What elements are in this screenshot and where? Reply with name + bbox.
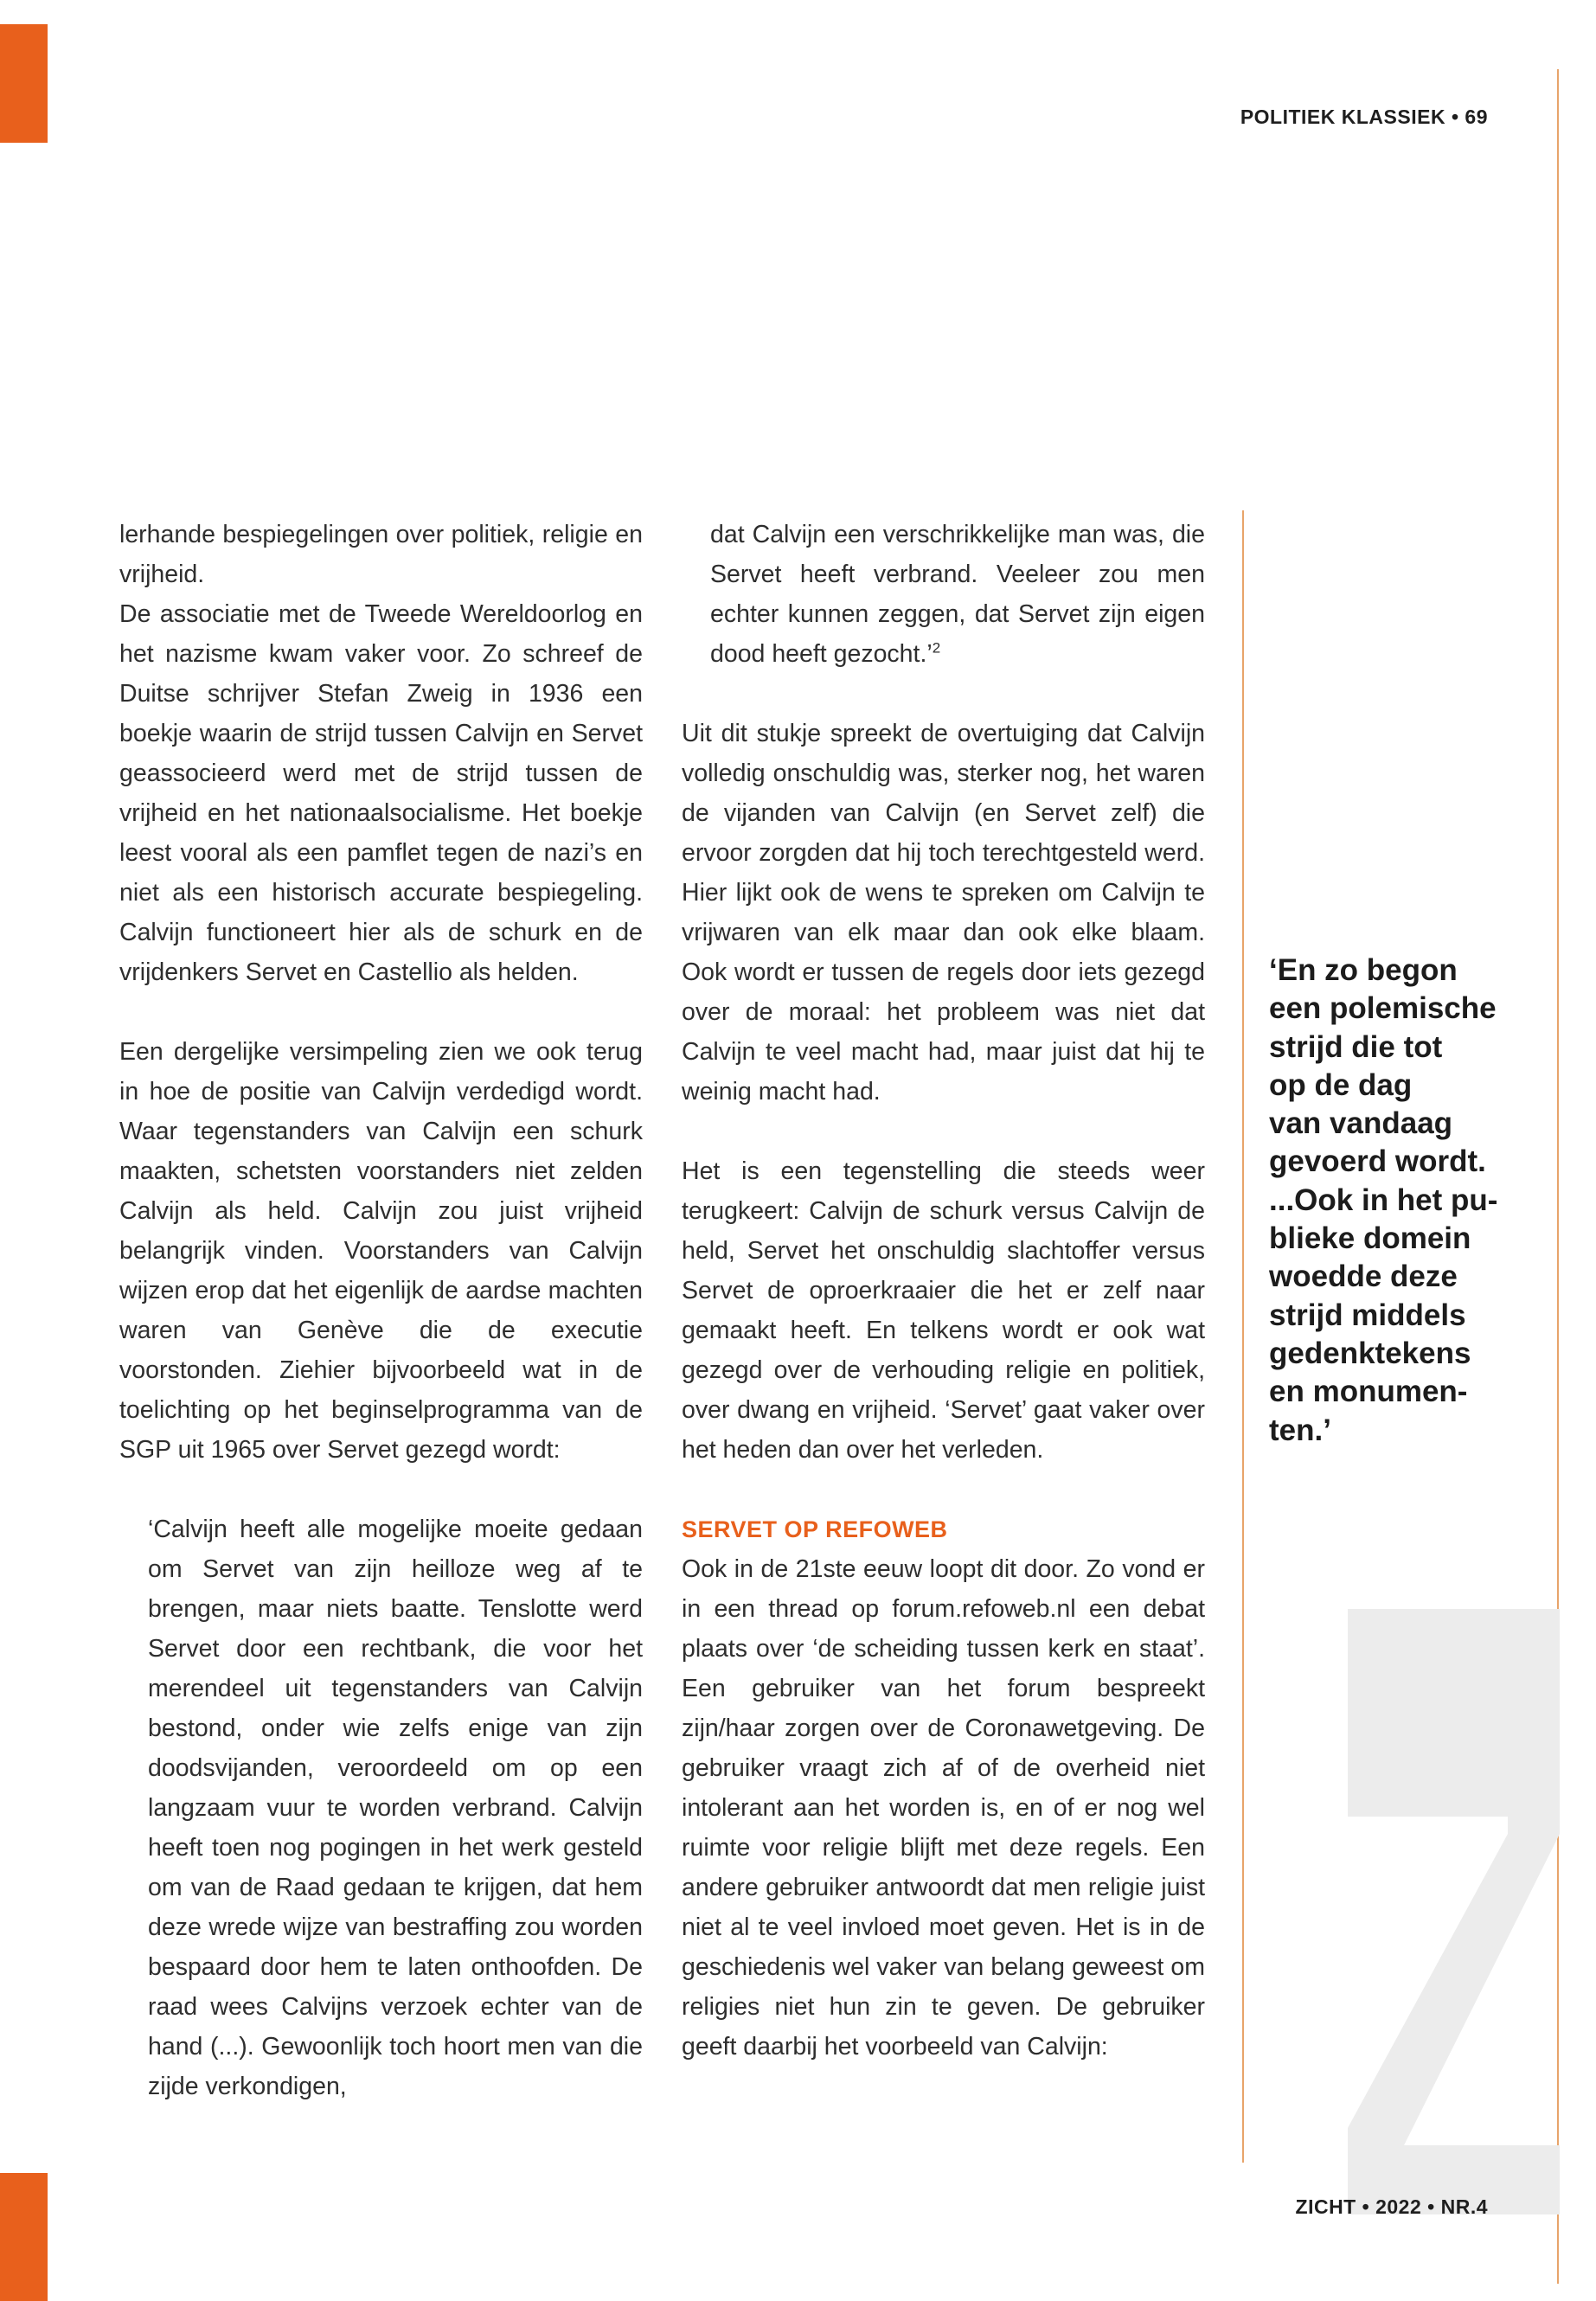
- pull-quote-line: gedenktekens: [1269, 1336, 1471, 1370]
- section-subheading: SERVET OP REFOWEB: [682, 1516, 948, 1542]
- z-watermark-icon: [1348, 1609, 1560, 2214]
- column-left: [119, 515, 643, 2106]
- page-number: 69: [1465, 106, 1488, 128]
- block-quote: ‘Calvijn heeft alle mogelijke moeite gedaan om Servet van zijn heilloze weg af te brengen, maar niets baatte. Tenslotte werd Servet door een rechtbank, die voor het merendeel uit tegenstanders van Calvijn bestond, onder wie zelfs enige van zijn doodsvijanden, veroordeeld om op een langzaam vuur te worden verbrand. Calvijn heeft toen nog pogingen in het werk gesteld om van de Raad gedaan te krijgen, dat hem deze wrede wijze van bestraffing zou worden bespaard door hem te laten onthoofden. De raad wees Calvijns verzoek echter van de hand (...). Gewoonlijk toch hoort men van die zijde verkondigen,: [148, 1516, 643, 2100]
- paragraph: Uit dit stukje spreekt de overtuiging dat Calvijn volledig onschuldig was, sterker nog, het waren de vijanden van Calvijn (en Servet zelf) die ervoor zorgden dat hij toch terechtgesteld werd. Hier lijkt ook de wens te spreken om Calvijn te vrijwaren van elk maar dan ook elke blaam. Ook wordt er tussen de regels door iets gezegd over de moraal: het probleem was niet dat Calvijn te veel macht had, maar juist dat hij te weinig macht had.: [682, 720, 1205, 1106]
- pull-quote-line: strijd die tot: [1269, 1029, 1443, 1064]
- footnote-marker: 2: [932, 639, 941, 657]
- running-header: [1240, 106, 1488, 129]
- footer-separator: •: [1362, 2195, 1370, 2218]
- section-title: POLITIEK KLASSIEK: [1240, 106, 1446, 128]
- orange-tab-top: [0, 24, 48, 143]
- pull-quote-line: strijd middels: [1269, 1298, 1466, 1332]
- column-divider-rule: [1242, 510, 1244, 2163]
- pull-quote-line: blieke domein: [1269, 1221, 1471, 1256]
- issue-number: NR.4: [1440, 2195, 1488, 2218]
- running-footer: [1296, 2195, 1488, 2219]
- quote-text: dat Calvijn een verschrikkelijke man was, die Servet heeft verbrand. Veeleer zou men echter kunnen zeggen, dat Servet zijn eigen dood heeft gezocht.’: [710, 521, 1205, 668]
- paragraph: De associatie met de Tweede Wereldoorlog en het nazisme kwam vaker voor. Zo schreef de Duitse schrijver Stefan Zweig in 1936 een boekje waarin de strijd tussen Calvijn en Servet geassocieerd werd met de strijd tussen de vrijheid en het nationaalsocialisme. Het boekje leest vooral als een pamflet tegen de nazi’s en niet als een historisch accurate bespiegeling. Calvijn functioneert hier als de schurk en de vrijdenkers Servet en Castellio als helden.: [119, 600, 643, 986]
- header-separator: •: [1451, 106, 1459, 128]
- pull-quote-line: woedde deze: [1269, 1259, 1458, 1294]
- column-middle: [682, 515, 1205, 2067]
- paragraph: Het is een tegenstelling die steeds weer terugkeert: Calvijn de schurk versus Calvijn de held, Servet het onschuldig slachtoffer versus Servet de oproerkraaier die het er zelf naar gemaakt heeft. En telkens wordt er ook wat gezegd over de verhouding religie en politiek, over dwang en vrijheid. ‘Servet’ gaat vaker over het heden dan over het verleden.: [682, 1157, 1205, 1464]
- pull-quote-line: van vandaag: [1269, 1106, 1453, 1141]
- pull-quote: [1269, 952, 1529, 1450]
- pull-quote-line: ‘En zo begon: [1269, 953, 1458, 987]
- paragraph: Ook in de 21ste eeuw loopt dit door. Zo vond er in een thread op forum.refoweb.nl een debat plaats over ‘de scheiding tussen kerk en staat’. Een gebruiker van het forum bespreekt zijn/haar zorgen over de Coronawetgeving. De gebruiker vraagt zich af of de overheid niet intolerant aan het worden is, en of er nog wel ruimte voor religie blijft met deze regels. Een andere gebruiker antwoordt dat men religie juist niet al te veel invloed moet geven. Het is in de geschiedenis wel vaker van belang geweest om religies niet hun zin te geven. De gebruiker geeft daarbij het voorbeeld van Calvijn:: [682, 1555, 1205, 2061]
- pull-quote-line: en monumen-: [1269, 1375, 1468, 1409]
- pull-quote-line: gevoerd wordt.: [1269, 1144, 1486, 1179]
- pull-quote-line: ten.’: [1269, 1413, 1331, 1447]
- paragraph: lerhande bespiegelingen over politiek, religie en vrijheid.: [119, 521, 643, 588]
- pull-quote-line: een polemische: [1269, 991, 1497, 1026]
- footer-separator: •: [1427, 2195, 1435, 2218]
- paragraph: Een dergelijke versimpeling zien we ook terug in hoe de positie van Calvijn verdedigd wordt. Waar tegenstanders van Calvijn een schurk maakten, schetsten voorstanders niet zelden Calvijn als held. Calvijn zou juist vrijheid belangrijk vinden. Voorstanders van Calvijn wijzen erop dat het eigenlijk de aardse machten waren van Genève die de executie voorstonden. Ziehier bijvoorbeeld wat in de toelichting op het beginselprogramma van de SGP uit 1965 over Servet gezegd wordt:: [119, 1038, 643, 1464]
- pull-quote-line: op de dag: [1269, 1067, 1413, 1102]
- orange-tab-bottom: [0, 2173, 48, 2301]
- pull-quote-line: ...Ook in het pu-: [1269, 1183, 1498, 1217]
- magazine-name: ZICHT: [1295, 2195, 1356, 2218]
- block-quote-continued: [682, 515, 1205, 674]
- issue-year: 2022: [1375, 2195, 1422, 2218]
